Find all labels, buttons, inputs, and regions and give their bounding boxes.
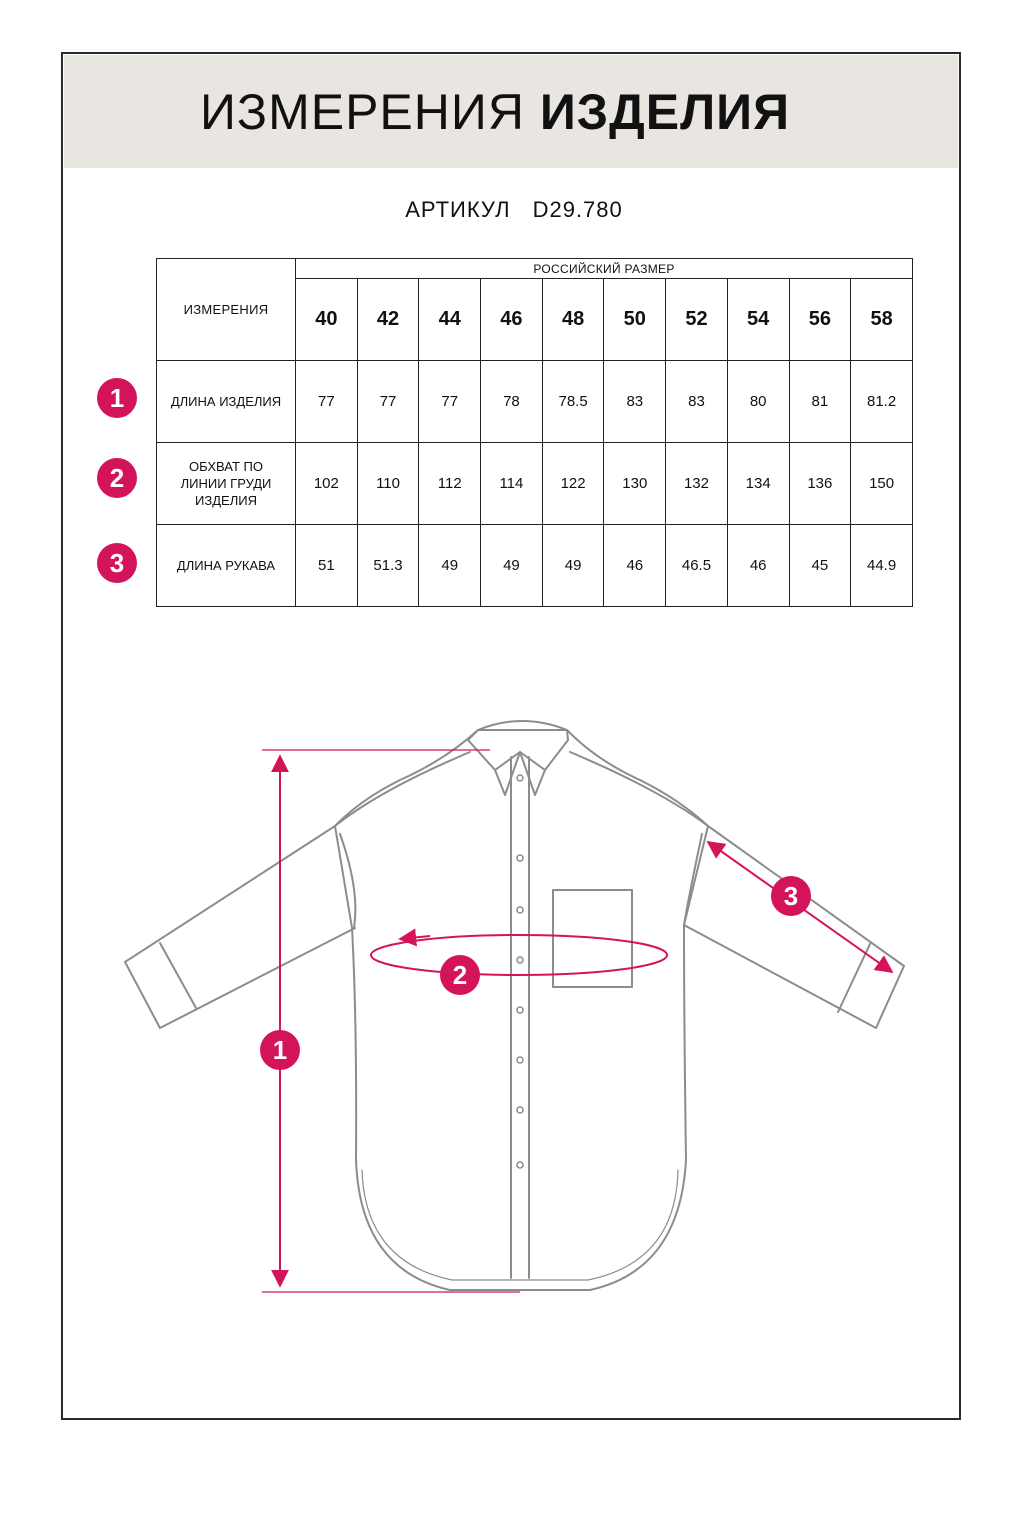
value-cell: 51.3 (357, 525, 419, 607)
measurements-header: ИЗМЕРЕНИЯ (157, 259, 296, 361)
size-cell: 46 (481, 279, 543, 361)
value-cell: 77 (296, 361, 358, 443)
value-cell: 102 (296, 443, 358, 525)
size-cell: 48 (542, 279, 604, 361)
value-cell: 44.9 (851, 525, 913, 607)
row-marker-3: 3 (97, 543, 137, 583)
value-cell: 78.5 (542, 361, 604, 443)
button (517, 1107, 523, 1113)
row-label-line: ОБХВАТ ПО (189, 459, 263, 474)
row-marker-1: 1 (97, 378, 137, 418)
row-marker-2: 2 (97, 458, 137, 498)
chest-measure (371, 935, 667, 975)
value-cell: 51 (296, 525, 358, 607)
placket-buttons (517, 775, 523, 1168)
button (517, 1162, 523, 1168)
size-cell: 42 (357, 279, 419, 361)
diagram-marker-2: 2 (440, 955, 480, 995)
button (517, 1007, 523, 1013)
value-cell: 46 (727, 525, 789, 607)
value-cell: 114 (481, 443, 543, 525)
value-cell: 80 (727, 361, 789, 443)
value-cell: 81 (789, 361, 851, 443)
button (517, 855, 523, 861)
button (517, 957, 523, 963)
size-cell: 40 (296, 279, 358, 361)
title-light: ИЗМЕРЕНИЯ (199, 84, 525, 140)
size-cell: 56 (789, 279, 851, 361)
article-code: D29.780 (532, 197, 623, 222)
value-cell: 110 (357, 443, 419, 525)
shirt-outline (125, 721, 904, 1290)
value-cell: 136 (789, 443, 851, 525)
button (517, 1057, 523, 1063)
article-label: АРТИКУЛ (405, 197, 511, 222)
value-cell: 150 (851, 443, 913, 525)
value-cell: 130 (604, 443, 666, 525)
value-cell: 45 (789, 525, 851, 607)
value-cell: 132 (666, 443, 728, 525)
value-cell: 81.2 (851, 361, 913, 443)
row-label-line: ИЗДЕЛИЯ (195, 493, 257, 508)
size-cell: 54 (727, 279, 789, 361)
button (517, 907, 523, 913)
size-cell: 58 (851, 279, 913, 361)
value-cell: 83 (604, 361, 666, 443)
value-cell: 134 (727, 443, 789, 525)
value-cell: 77 (419, 361, 481, 443)
value-cell: 78 (481, 361, 543, 443)
size-group-header: РОССИЙСКИЙ РАЗМЕР (296, 259, 913, 279)
button (517, 775, 523, 781)
value-cell: 77 (357, 361, 419, 443)
value-cell: 83 (666, 361, 728, 443)
chest-ellipse (371, 935, 667, 975)
value-cell: 46 (604, 525, 666, 607)
size-cell: 44 (419, 279, 481, 361)
length-measure (262, 750, 520, 1292)
size-cell: 52 (666, 279, 728, 361)
value-cell: 122 (542, 443, 604, 525)
value-cell: 49 (542, 525, 604, 607)
diagram-marker-1: 1 (260, 1030, 300, 1070)
title-bold: ИЗДЕЛИЯ (539, 84, 791, 140)
row-label-length: ДЛИНА ИЗДЕЛИЯ (157, 361, 296, 443)
value-cell: 49 (419, 525, 481, 607)
value-cell: 112 (419, 443, 481, 525)
row-label-sleeve: ДЛИНА РУКАВА (157, 525, 296, 607)
size-cell: 50 (604, 279, 666, 361)
row-label-line: ЛИНИИ ГРУДИ (180, 476, 272, 491)
value-cell: 46.5 (666, 525, 728, 607)
value-cell: 49 (481, 525, 543, 607)
diagram-marker-3: 3 (771, 876, 811, 916)
